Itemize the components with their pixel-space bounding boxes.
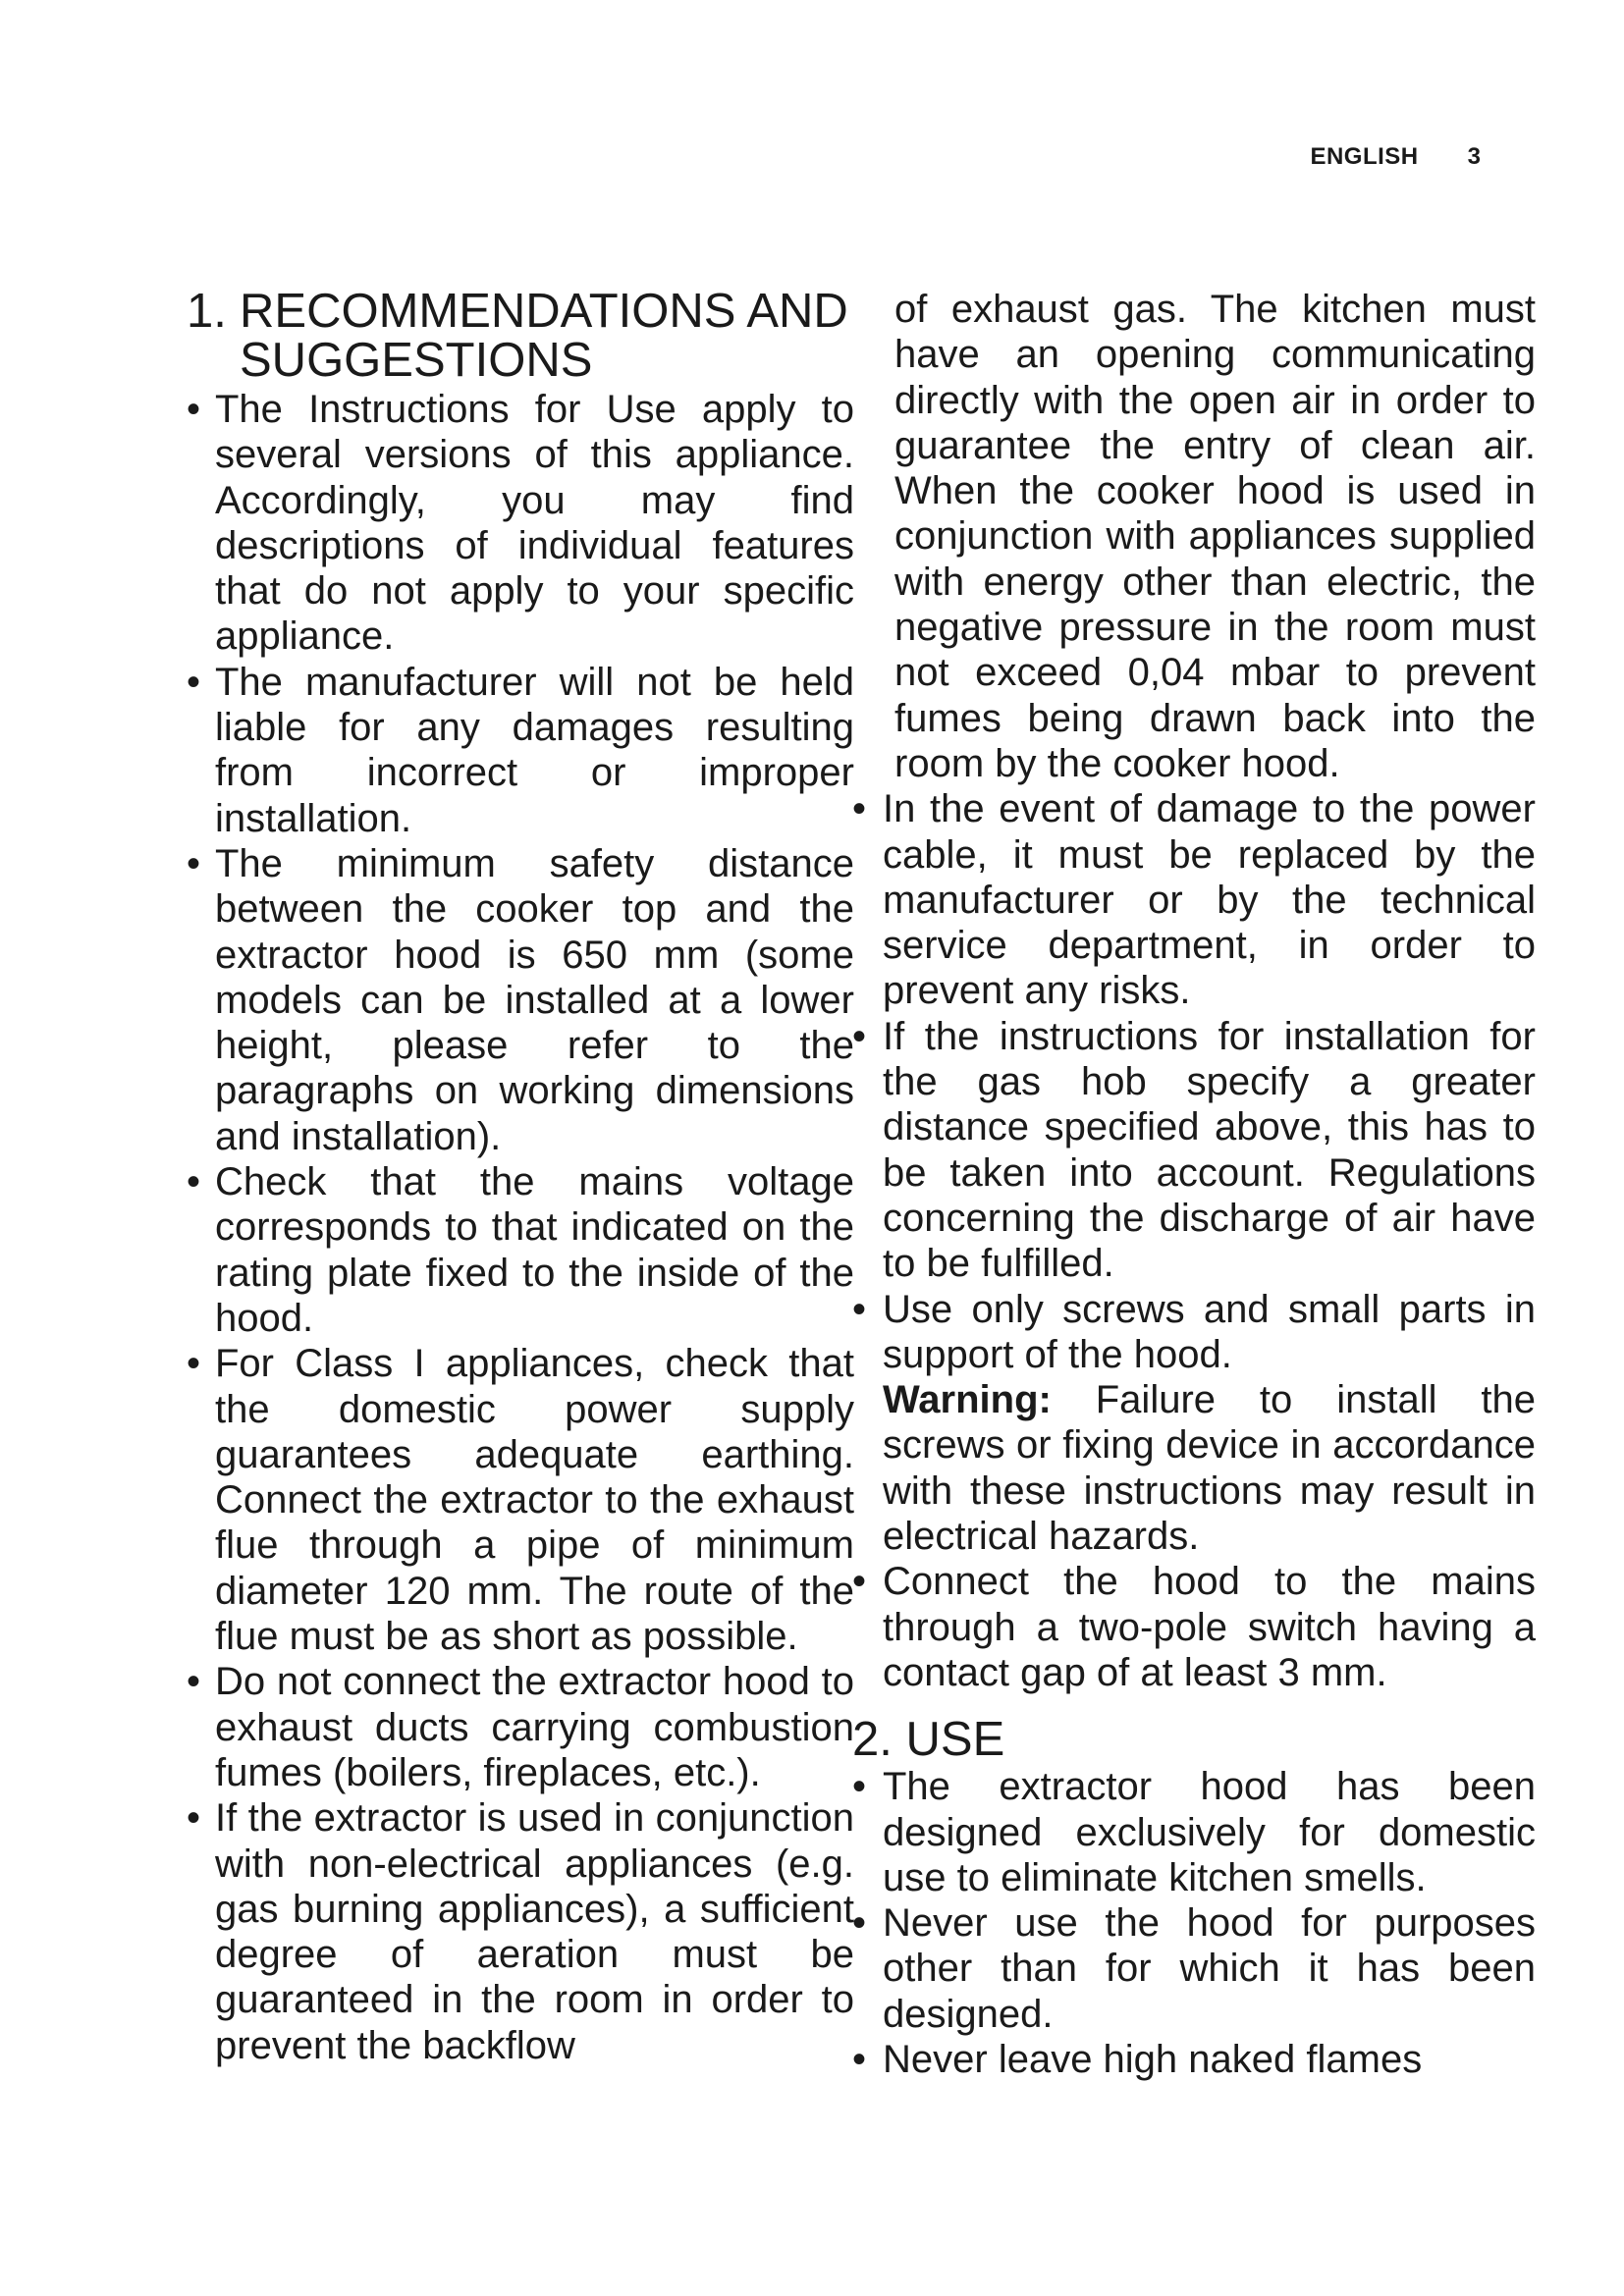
bullet-icon: • xyxy=(187,660,201,704)
bullet-icon: • xyxy=(187,1796,201,1841)
bullet-icon: • xyxy=(187,388,201,431)
list-item xyxy=(187,1659,854,1795)
warning-text: Failure to install the screws or fixing device in accordance with these instructions may result in electrical hazards. xyxy=(883,1378,1536,1559)
list-item xyxy=(187,1341,854,1659)
page-number: 3 xyxy=(1467,143,1481,170)
bullet-icon: • xyxy=(852,787,867,831)
page-header xyxy=(1310,143,1481,171)
list-item xyxy=(852,2037,1536,2082)
list-item xyxy=(852,1900,1536,2037)
section-1-number: 1. xyxy=(187,285,227,338)
section-1-list-continued xyxy=(852,786,1536,1695)
list-item-text: The extractor hood has been designed exclusively for domestic use to eliminate kitchen smells. xyxy=(883,1765,1536,1899)
left-column xyxy=(187,287,854,2068)
list-item-text: If the extractor is used in conjunction with non-electrical appliances (e.g. gas burning appliances), a sufficient degree of aeration must be guaranteed in the room in order to prevent the backflow xyxy=(215,1796,854,2067)
section-1-heading xyxy=(187,287,854,385)
list-item xyxy=(852,786,1536,1013)
section-1-title: RECOMMENDATIONS AND SUGGESTIONS xyxy=(240,285,848,387)
bullet-icon: • xyxy=(852,1765,867,1809)
list-item-text: Never leave high naked flames xyxy=(883,2037,1423,2081)
list-item xyxy=(852,1764,1536,1900)
continued-paragraph: of exhaust gas. The kitchen must have an opening communicating directly with the open air in order to guarantee the entry of clean air. When the cooker hood is used in conjunction with appliances supplied with energy other than electric, the negative pressure in the room must not exceed 0,04 mbar to prevent fumes being drawn back into the room by the cooker hood. xyxy=(894,288,1536,785)
list-item xyxy=(852,1287,1536,1560)
list-item-text: Use only screws and small parts in support of the hood. xyxy=(883,1287,1536,1376)
list-item xyxy=(852,1559,1536,1695)
list-item-text: For Class I appliances, check that the domestic power supply guarantees adequate earthing. Connect the extractor to the exhaust flue through a pipe of minimum diameter 120 mm. The route of the flue must be as short as possible. xyxy=(215,1342,854,1659)
bullet-icon: • xyxy=(852,2037,867,2081)
list-item xyxy=(187,841,854,1159)
list-item-text: In the event of damage to the power cable, it must be replaced by the manufacturer or by the technical service department, in order to prevent any risks. xyxy=(883,787,1536,1013)
list-item-text: If the instructions for installation for the gas hob specify a greater distance specified above, this has to be taken into account. Regulations concerning the discharge of air have to be fulfilled. xyxy=(883,1014,1536,1286)
list-item-text: The minimum safety distance between the cooker top and the extractor hood is 650 mm (some models can be installed at a lower height, please refer to the paragraphs on working dimensions and installation). xyxy=(215,841,854,1158)
list-item xyxy=(187,387,854,660)
right-column xyxy=(852,287,1536,2082)
bullet-icon: • xyxy=(187,1342,201,1386)
language-label: ENGLISH xyxy=(1310,143,1419,170)
list-item-text: Never use the hood for purposes other than for which it has been designed. xyxy=(883,1901,1536,2036)
bullet-icon: • xyxy=(187,1160,201,1204)
section-2-number: 2. xyxy=(852,1713,893,1767)
bullet-icon: • xyxy=(187,1660,201,1704)
list-item xyxy=(852,1014,1536,1287)
warning-label: Warning: xyxy=(883,1378,1052,1422)
bullet-icon: • xyxy=(852,1014,867,1058)
section-1-list xyxy=(187,387,854,2068)
list-item xyxy=(187,660,854,841)
list-item-text: Connect the hood to the mains through a two-pole switch having a contact gap of at least 3 mm. xyxy=(883,1560,1536,1694)
list-item-text: Do not connect the extractor hood to exhaust ducts carrying combustion fumes (boilers, fireplaces, etc.). xyxy=(215,1660,854,1794)
bullet-icon: • xyxy=(852,1901,867,1946)
list-item xyxy=(187,1159,854,1341)
bullet-icon: • xyxy=(852,1560,867,1604)
list-item-text: Check that the mains voltage corresponds to that indicated on the rating plate fixed to the inside of the hood. xyxy=(215,1160,854,1340)
list-item-text: The Instructions for Use apply to several versions of this appliance. Accordingly, you may find descriptions of individual features that do not apply to your specific appliance. xyxy=(215,388,854,659)
bullet-icon: • xyxy=(852,1287,867,1331)
list-item-text: The manufacturer will not be held liable for any damages resulting from incorrect or improper installation. xyxy=(215,660,854,840)
list-item xyxy=(187,1795,854,2068)
section-2-title: USE xyxy=(905,1713,1005,1767)
section-2-list xyxy=(852,1764,1536,2082)
section-2-heading xyxy=(852,1713,1536,1767)
bullet-icon: • xyxy=(187,841,201,885)
